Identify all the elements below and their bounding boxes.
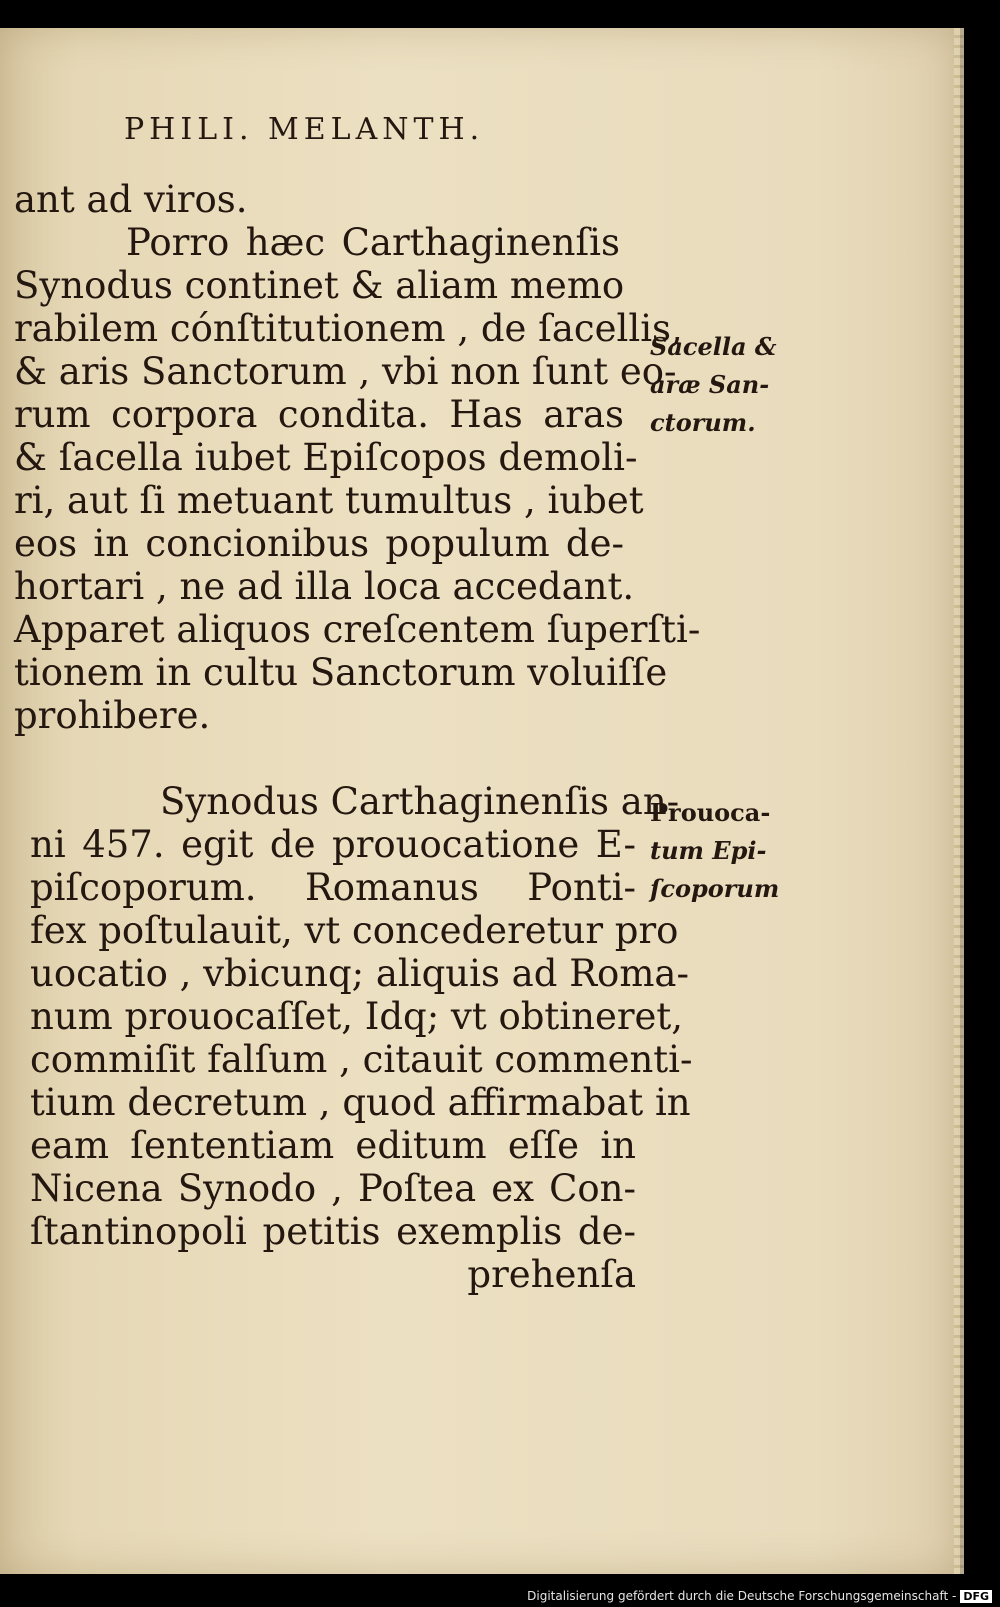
text-line: eos in concionibus populum de-: [14, 522, 624, 565]
text-line: Synodus Carthaginenſis an-: [160, 780, 680, 823]
text-line: prohibere.: [14, 694, 211, 737]
text-line: uocatio , vbicunq; aliquis ad Roma-: [30, 952, 689, 995]
text-line: num prouocaſſet, Idq; vt obtineret,: [30, 995, 684, 1038]
text-line: & aris Sanctorum , vbi non ſunt eo-: [14, 350, 677, 393]
text-line: Synodus continet & aliam memo: [14, 264, 625, 307]
text-line: ant ad viros.: [14, 178, 248, 221]
text-line: Porro hæc Carthaginenſis: [126, 221, 620, 264]
margin-note-prouocatio: [650, 794, 810, 908]
text-line: ri, aut ſi metuant tumultus , iubet: [14, 479, 644, 522]
digitization-credit: [527, 1589, 992, 1603]
book-page: [0, 28, 960, 1574]
margin-note-line: tum Epi-: [650, 836, 767, 865]
dfg-logo: DFG: [960, 1590, 992, 1603]
margin-note-line: aræ San-: [650, 370, 770, 399]
text-line: Nicena Synodo , Poſtea ex Con-: [30, 1167, 636, 1210]
margin-note-line: Prouoca-: [650, 798, 771, 827]
text-line: tionem in cultu Sanctorum voluiſſe: [14, 651, 668, 694]
margin-note-line: Sacella &: [650, 332, 777, 361]
margin-note-line: ctorum.: [650, 408, 756, 437]
text-line: ſtantinopoli petitis exemplis de-: [30, 1210, 636, 1253]
margin-note-line: ſcoporum: [650, 874, 780, 903]
text-line: & ſacella iubet Epiſcopos demoli-: [14, 436, 638, 479]
text-line: fex poſtulauit, vt concederetur pro: [30, 909, 679, 952]
text-line: Apparet aliquos creſcentem ſuperſti-: [14, 608, 701, 651]
text-line: ni 457. egit de prouocatione E-: [30, 823, 636, 866]
text-line: eam ſententiam editum eſſe in: [30, 1124, 636, 1167]
credit-text: Digitalisierung gefördert durch die Deutsche Forschungsgemeinschaft -: [527, 1589, 957, 1603]
text-line: piſcoporum. Romanus Ponti-: [30, 866, 636, 909]
text-line: commiſit falſum , citauit commenti-: [30, 1038, 693, 1081]
running-title: PHILI. MELANTH.: [124, 112, 485, 147]
text-line: rabilem cónſtitutionem , de ſacellis,: [14, 307, 683, 350]
text-line: tium decretum , quod affirmabat in: [30, 1081, 691, 1124]
text-line: hortari , ne ad illa loca accedant.: [14, 565, 635, 608]
margin-note-sacella: [650, 328, 810, 442]
catchword: prehenſa: [467, 1253, 636, 1296]
text-line: rum corpora condita. Has aras: [14, 393, 624, 436]
